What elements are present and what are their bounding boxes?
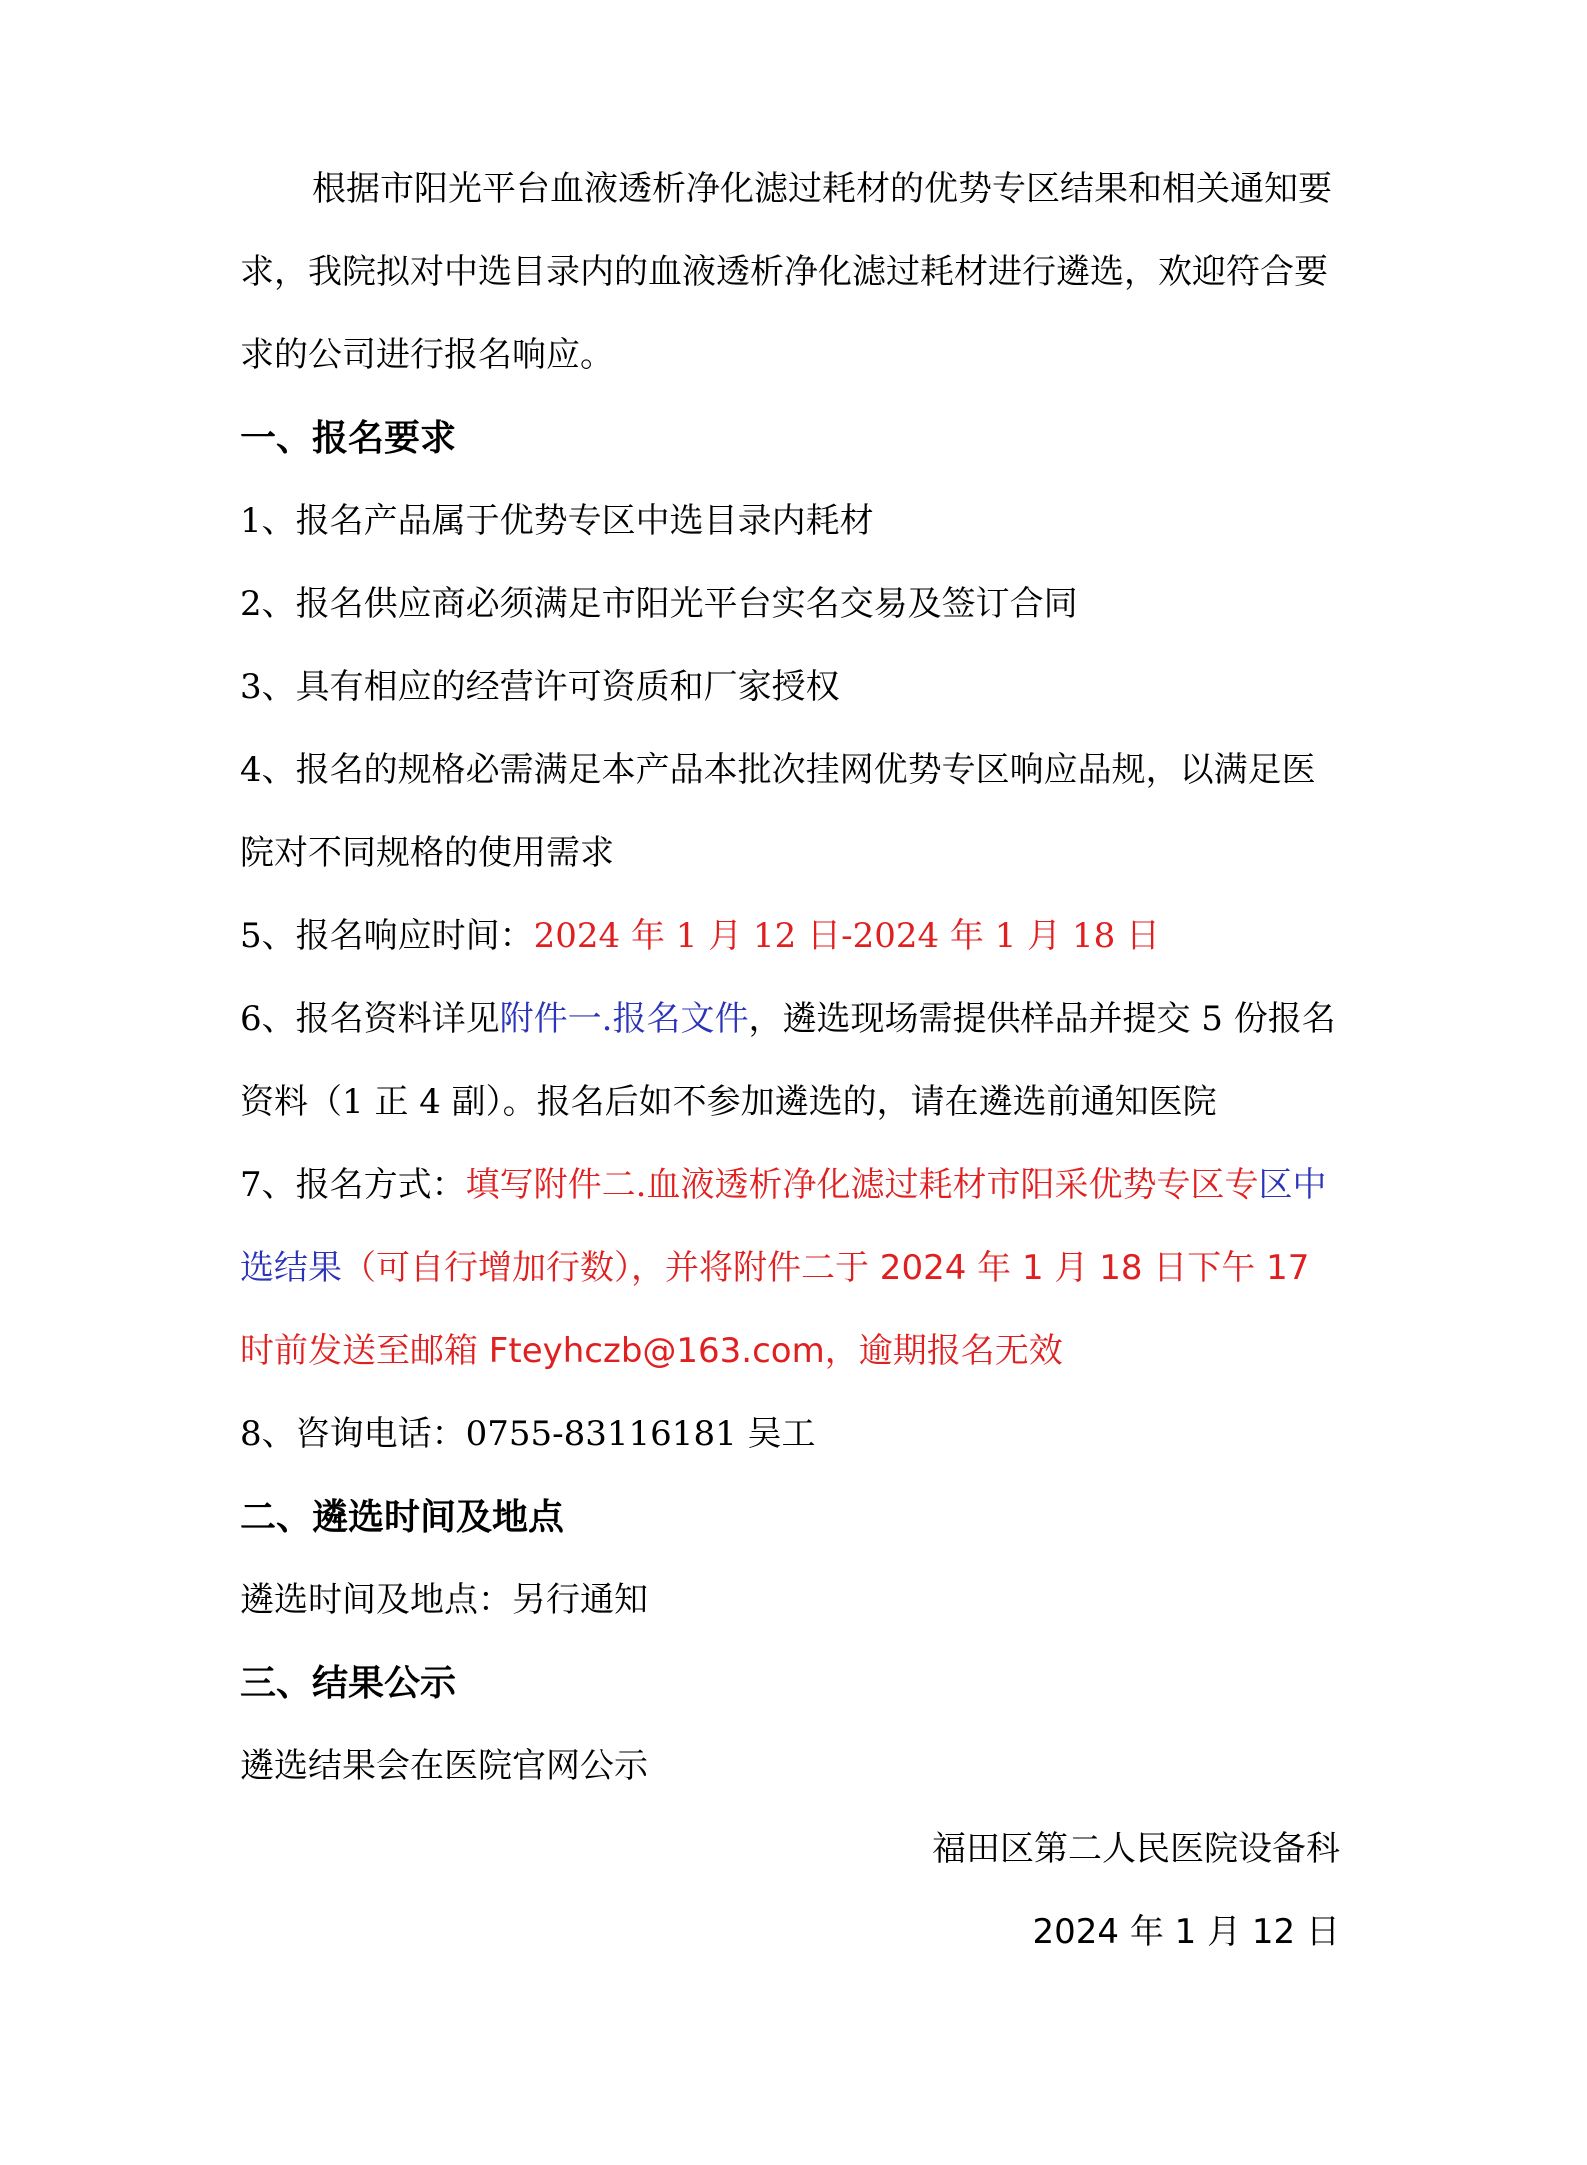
section-3-heading: 三、结果公示 [240, 1663, 457, 1704]
registration-period: 2024 年 1 月 12 日-2024 年 1 月 18 日 [533, 916, 1161, 956]
requirement-8: 8、咨询电话：0755-83116181 吴工 [240, 1414, 816, 1454]
requirement-7-fill: 填写 [465, 1165, 534, 1205]
section-2-heading: 二、遴选时间及地点 [240, 1497, 565, 1538]
requirement-6 [240, 978, 1340, 1144]
requirement-6-text: ，遴选现场需提供样品并提交 5 份报名资料（1 正 4 副）。报名后如不参加遴选的，请在遴选前通知医院 [240, 999, 1336, 1122]
requirement-4: 4、报名的规格必需满足本产品本批次挂网优势专区响应品规，以满足医院对不同规格的使用需求 [240, 750, 1316, 873]
attachment-2-title: 附件二.血液透析净化滤过耗材市阳采优势专区专 [533, 1165, 1259, 1205]
requirement-1: 1、报名产品属于优势专区中选目录内耗材 [240, 501, 874, 541]
signature-org: 福田区第二人民医院设备科 [932, 1829, 1340, 1869]
document-body [240, 148, 1340, 1974]
signature-date: 2024 年 1 月 12 日 [1032, 1912, 1340, 1952]
requirement-2: 2、报名供应商必须满足市阳光平台实名交易及签订合同 [240, 584, 1078, 624]
section-2-body: 遴选时间及地点：另行通知 [240, 1580, 648, 1620]
section-3-body: 遴选结果会在医院官网公示 [240, 1746, 648, 1786]
requirement-5-label: 5、报名响应时间： [240, 916, 534, 956]
requirement-3: 3、具有相应的经营许可资质和厂家授权 [240, 667, 840, 707]
requirement-7-instructions: （可自行增加行数），并将附件二于 2024 年 1 月 18 日下午 17 时前发送至邮箱 Fteyhczb@163.com，逾期报名无效 [240, 1248, 1310, 1371]
requirement-6-label: 6、报名资料详见 [240, 999, 500, 1039]
intro-paragraph: 根据市阳光平台血液透析净化滤过耗材的优势专区结果和相关通知要求，我院拟对中选目录内的血液透析净化滤过耗材进行遴选，欢迎符合要求的公司进行报名响应。 [240, 169, 1332, 375]
requirement-7-label: 7、报名方式： [240, 1165, 466, 1205]
requirement-5 [240, 895, 1340, 978]
attachment-2-link[interactable]: 区中选结果 [240, 1165, 1327, 1288]
attachment-1-link[interactable]: 附件一.报名文件 [499, 999, 749, 1039]
section-1-heading: 一、报名要求 [240, 418, 457, 459]
requirement-7 [240, 1144, 1340, 1393]
